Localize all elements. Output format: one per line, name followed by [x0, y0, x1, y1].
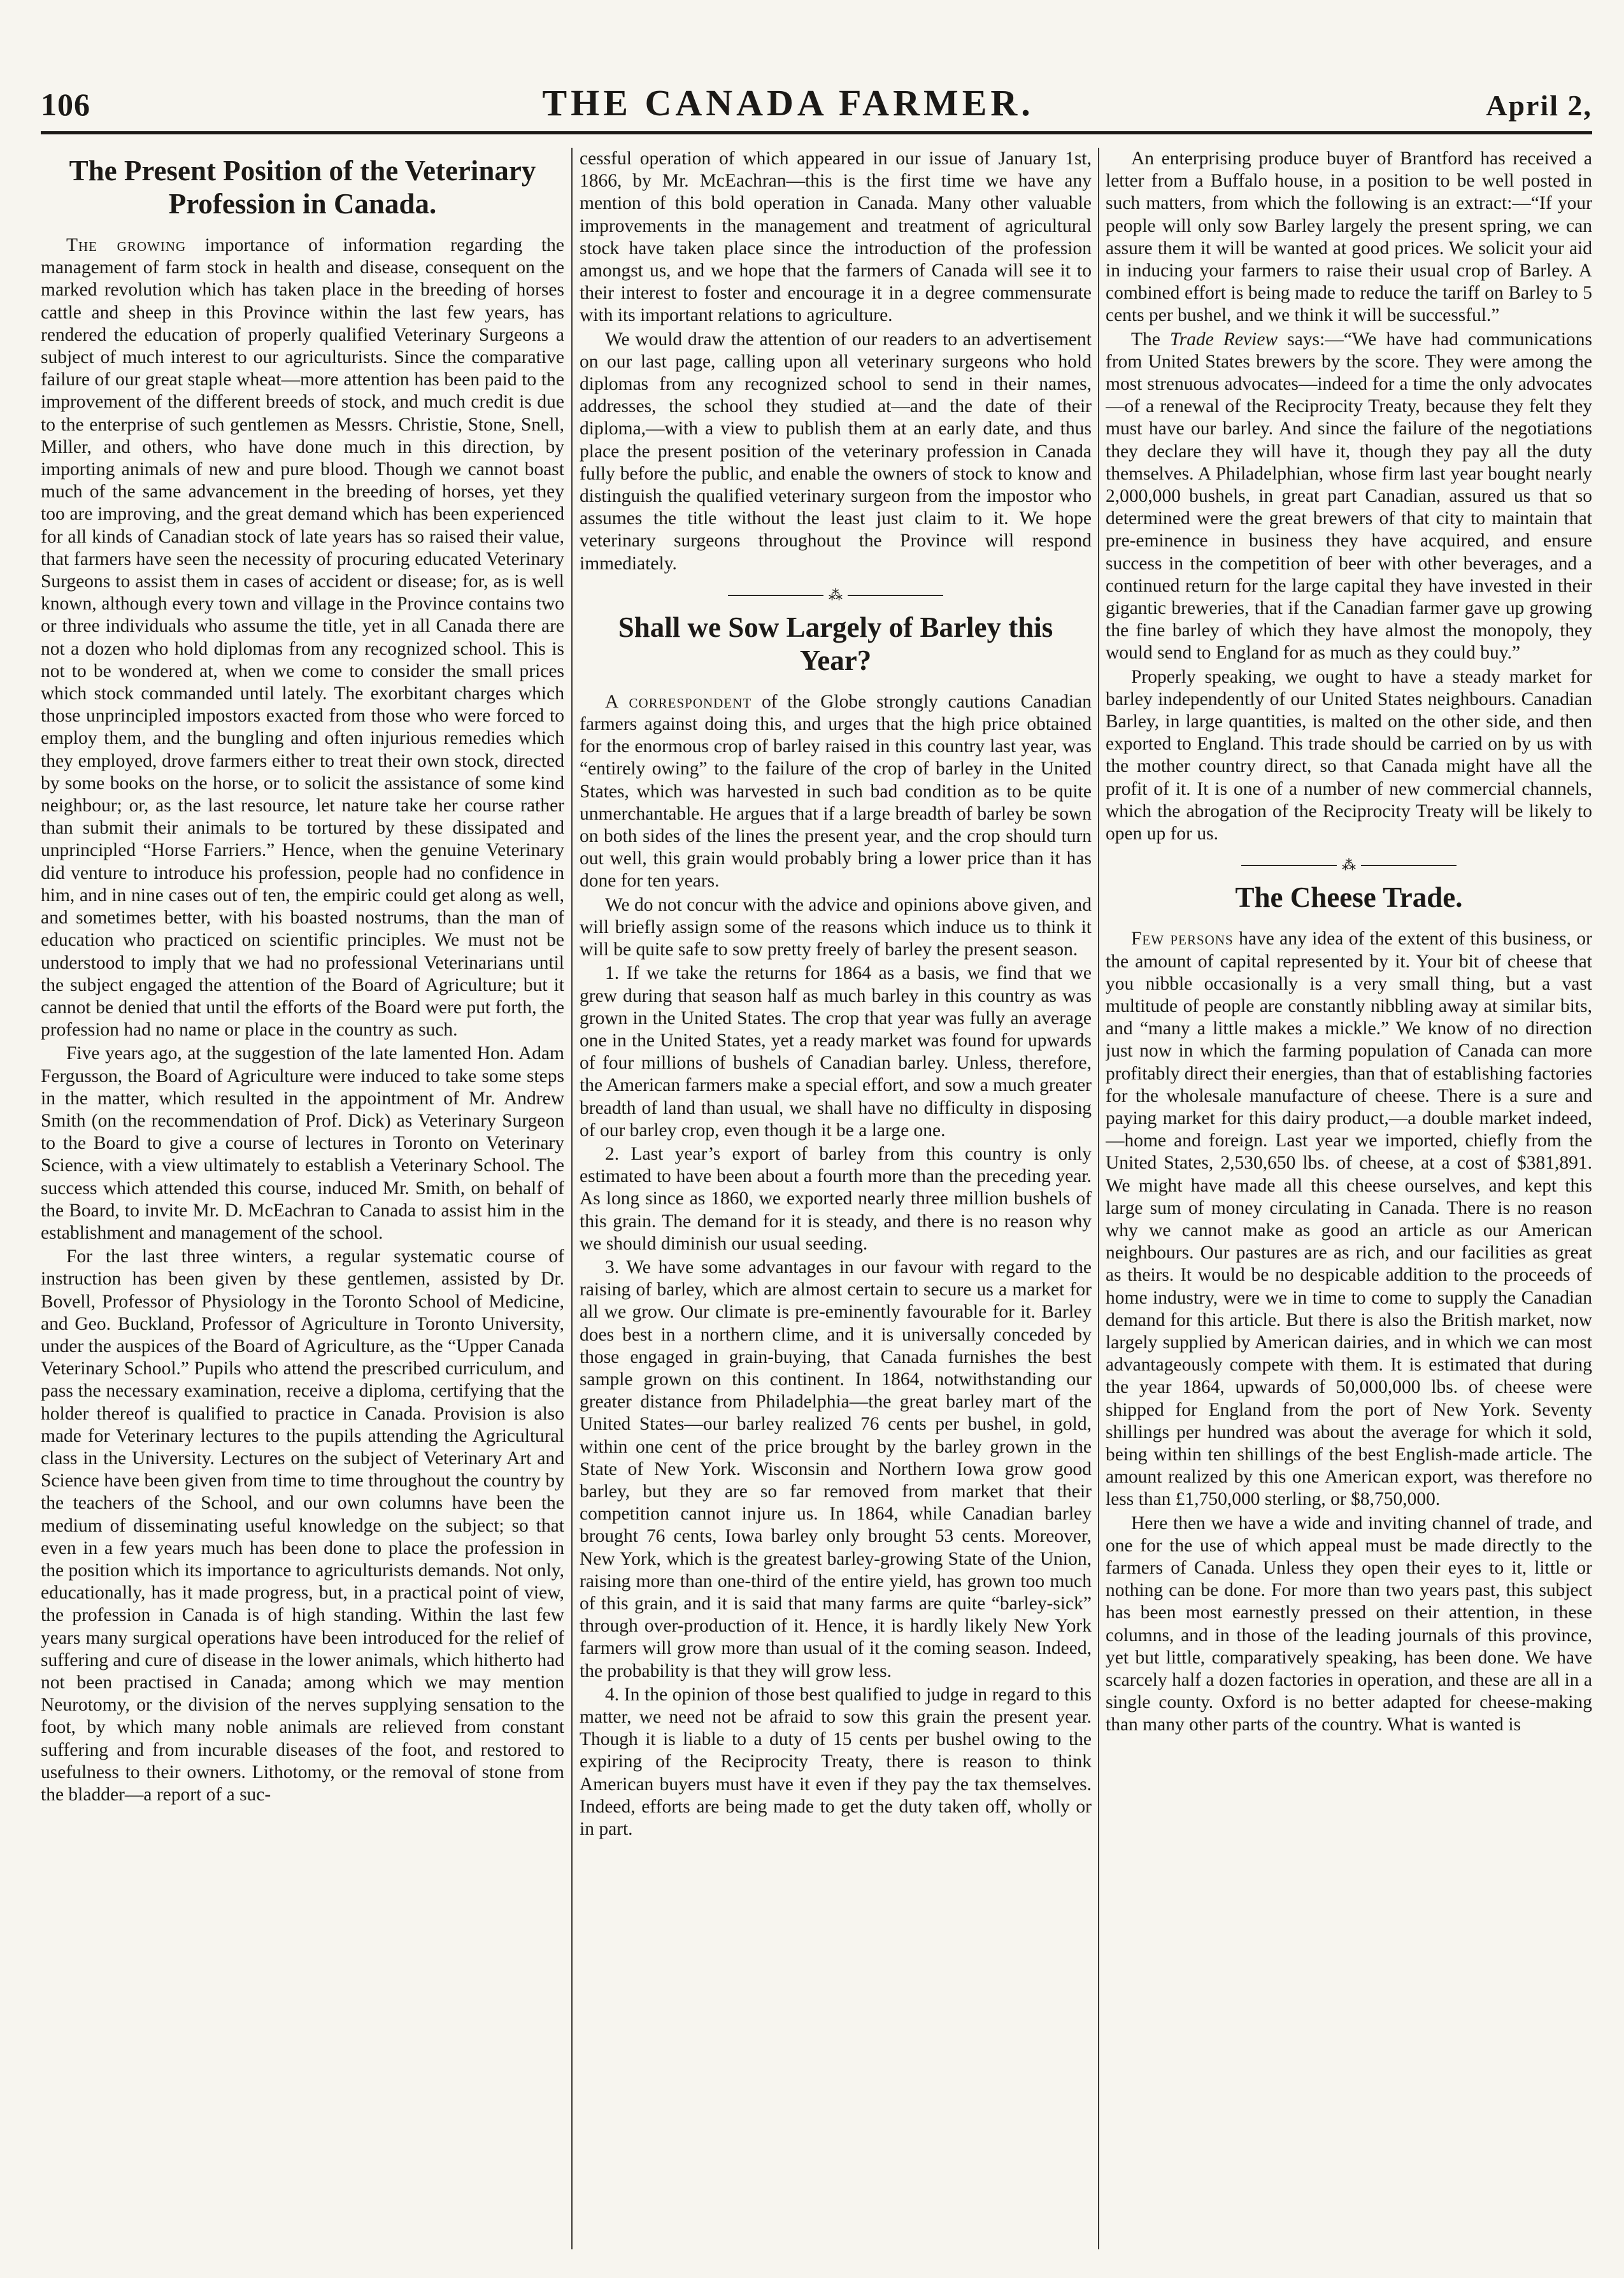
article-paragraph: For the last three winters, a regular systematic course of instruction has been given by these gentlemen, assisted by Dr. Bovell, Professor of Physiology in the Toronto School of Medicine, and Geo. Buckland, Professor of Agriculture in Toronto University, under the auspices of the Board of Agriculture, as the “Upper Canada Veterinary School.” Pupils who attend the prescribed curriculum, and pass the necessary examination, receive a diploma, certifying that the holder thereof is qualified to practice in Canada. Provision is also made for Veterinary lectures to the pupils attending the Agricultural class in the University. Lectures on the subject of Veterinary Art and Science have been given from time to time throughout the country by the teachers of the School, and our own columns have been the medium of disseminating useful knowledge on the subject; so that even in a few years much has been done to place the profession in the position which its importance to agriculturists demands. Not only, educationally, has it made progress, but, in a practical point of view, the profession in Canada is of high standing. Within the last few years many surgical operations have been introduced for the relief of suffering and cure of disease in the lower animals, which hitherto had not been practised in Canada; among which we may mention Neurotomy, or the division of the nerves supplying sensation to the foot, by which many noble animals are relieved from constant suffering and from incurable diseases of the foot, and restored to usefulness to their owners. Lithotomy, or the removal of stone from the bladder—a report of a suc-	[41, 1246, 564, 1805]
publication-name: Trade Review	[1169, 329, 1278, 350]
article-paragraph: Five years ago, at the suggestion of the late lamented Hon. Adam Fergusson, the Board of Agriculture were induced to take some steps in the matter, which resulted in the appointment of Mr. Andrew Smith (on the recommendation of Prof. Dick) as Veterinary Surgeon to the Board to give a course of lectures in Toronto on Veterinary Science, with a view ultimately to establish a Veterinary School. The success which attended this course, induced Mr. Smith, on behalf of the Board, to invite Mr. D. McEachran to Canada to assist him in the establishment and management of the school.	[41, 1043, 564, 1243]
issue-date: April 2,	[1486, 89, 1592, 122]
section-divider	[1106, 859, 1592, 872]
column-rule	[1098, 148, 1099, 2249]
lead-in: A correspondent	[605, 691, 752, 712]
article-title-barley: Shall we Sow Largely of Barley this Year?	[618, 611, 1053, 676]
article-title-cheese: The Cheese Trade.	[1235, 881, 1463, 914]
lead-in: The growing	[66, 235, 187, 255]
article-paragraph: A correspondent of the Globe strongly cautions Canadian farmers against doing this, and urges that the high price obtained for the enormous crop of barley raised in this country last year, was “entirely owing” to the failure of the crop of barley in the United States, which was harvested in such bad condition as to be quite unmerchantable. He argues that if a large breadth of barley be sown on both sides of the lines the present year, and the crop should turn out well, this grain would probably bring a lower price than it has done for ten years.	[580, 691, 1092, 892]
masthead	[41, 82, 1592, 132]
section-divider	[580, 589, 1092, 602]
article-paragraph: The Trade Review says:—“We have had communications from United States brewers by the score. They were among the most strenuous advocates—indeed for a time the only advocates—of a renewal of the Reciprocity Treaty, because they felt they must have our barley. And since the failure of the negotiations they declare they will have it, though they pay all the duty themselves. A Philadelphian, whose firm last year bought nearly 2,000,000 bushels, in great part Canadian, assured us that so determined were the great brewers of that city to maintain that pre-eminence in business they have acquired, and ensure success in the competition of beer with other beverages, and a continued return for the large capital they have invested in their gigantic breweries, that if the Canadian farmer gave up growing the fine barley of which they have almost the monopoly, they would send to England for as much as they could buy.”	[1106, 329, 1592, 664]
article-paragraph: 1. If we take the returns for 1864 as a basis, we find that we grew during that season half as much barley in this country as was grown in the United States. The crop that year was fully an average one in the United States, yet a ready market was found for upwards of four millions of bushels of Canadian barley. Unless, therefore, the American farmers make a special effort, and sow a much greater breadth of land than usual, we shall have no difficulty in disposing of our barley crop, even though it be a large one.	[580, 963, 1092, 1141]
newspaper-title: THE CANADA FARMER.	[542, 82, 1034, 124]
ornament-icon: ⁂	[829, 587, 843, 603]
column-rule	[571, 148, 573, 2249]
article-paragraph: cessful operation of which appeared in our issue of January 1st, 1866, by Mr. McEachran—this is the first time we have any mention of this bold operation in Canada. Many other valuable improvements in the management and treatment of agricultural stock have taken place since the introduction of the profession amongst us, and we hope that the farmers of Canada will see it to their interest to foster and encourage it in a degree commensurate with its important relations to agriculture.	[580, 148, 1092, 326]
ornament-icon: ⁂	[1342, 857, 1356, 874]
lead-in: Few persons	[1131, 929, 1234, 950]
article-paragraph: Here then we have a wide and inviting channel of trade, and one for the use of which appeal must be made directly to the farmers of Canada. Unless they open their eyes to it, little or nothing can be done. For more than two years past, this subject has been most earnestly pressed on their attention, in these columns, and in those of the leading journals of this province, yet but little, comparatively speaking, has been done. We have scarcely half a dozen factories in operation, and these are all in a single county. Oxford is no better adapted for cheese-making than many other parts of the country. What is wanted is	[1106, 1513, 1592, 1735]
article-paragraph: We do not concur with the advice and opinions above given, and will briefly assign some of the reasons which induce us to think it will be quite safe to sow pretty freely of barley the present season.	[580, 894, 1092, 960]
column-3	[1106, 148, 1592, 2249]
article-title-veterinary: The Present Position of the Veterinary Profession in Canada.	[69, 155, 536, 220]
article-paragraph: The growing importance of information regarding the management of farm stock in health and disease, consequent on the marked revolution which has taken place in the breeding of horses cattle and sheep in this Province within the last few years, has rendered the education of properly qualified Veterinary Surgeons a subject of much interest to our agriculturists. Since the comparative failure of our great staple wheat—more attention has been paid to the improvement of the different breeds of stock, and much credit is due to the enterprise of such gentlemen as Messrs. Christie, Stone, Snell, Miller, and others, who have done much in this direction, by importing animals of new and pure blood. Though we cannot boast much of the same advancement in the breeding of horses, yet they too are improving, and the great demand which has been experienced for all kinds of Canadian stock of late years has so raised their value, that farmers have seen the necessity of procuring educated Veterinary Surgeons to assist them in cases of accident or disease; for, as is well known, although every town and village in the Province contains two or three individuals who assume the title, yet in all Canada there are not a dozen who hold diplomas from any recognized school. This is not to be wondered at, when we come to consider the small prices which stock commanded until lately. The exorbitant charges which those unprincipled impostors exacted from those who were forced to employ them, and the bungling and often injurious remedies which they employed, drove farmers either to treat their own stock, directed by some books on the horse, or to solicit the assistance of some kind neighbour; or, as the last resource, let nature take her course rather than submit their animals to be tortured by these dissipated and unprincipled “Horse Farriers.” Hence, when the genuine Veterinary did venture to introduce his profession, people had no confidence in him, and in nine cases out of ten, the empiric could get along as well, and sometimes better, with his boasted nostrums, than the man of education who practiced on scientific principles. We must not be understood to imply that we had no professional Veterinarians until the subject engaged the attention of the Board of Agriculture; but it cannot be denied that until the efforts of the Board were put forth, the profession had no name or place in the country as such.	[41, 235, 564, 1041]
column-1	[41, 148, 564, 2249]
page-number: 106	[41, 87, 90, 122]
masthead-rule	[41, 131, 1592, 134]
column-2	[580, 148, 1092, 2249]
article-paragraph: 4. In the opinion of those best qualified to judge in regard to this matter, we need not be afraid to sow this grain the present year. Though it is liable to a duty of 15 cents per bushel owing to the expiring of the Reciprocity Treaty, there is reason to think American buyers must have it even if they pay the tax themselves. Indeed, efforts are being made to get the duty taken off, wholly or in part.	[580, 1684, 1092, 1840]
article-paragraph: We would draw the attention of our readers to an advertisement on our last page, calling upon all veterinary surgeons who hold diplomas from any recognized school to send in their names, addresses, the school they studied at—and the date of their diploma,—with a view to publish them at an early date, and thus place the present position of the veterinary profession in Canada fully before the public, and enable the owners of stock to know and distinguish the qualified veterinary surgeon from the impostor who assumes the title without the least just claim to it. We hope veterinary surgeons throughout the Province will respond immediately.	[580, 329, 1092, 574]
article-paragraph: Few persons have any idea of the extent of this business, or the amount of capital represented by it. Your bit of cheese that you nibble occasionally is a very small thing, but a vast multitude of people are constantly nibbling away at similar bits, and “many a little makes a mickle.” We know of no direction just now in which the farming population of Canada can more profitably direct their energies, than that of establishing factories for the wholesale manufacture of cheese. There is a sure and paying market for this dairy product,—a double market indeed,—home and foreign. Last year we imported, chiefly from the United States, 2,530,650 lbs. of cheese, at a cost of $381,891. We might have made all this cheese ourselves, and kept this large sum of money circulating in Canada. There is no reason why we cannot make as good an article as our American neighbours. Our pastures are as rich, and our facilities as great as theirs. It would be no despicable addition to the proceeds of home industry, were we in time to come to supply the Canadian demand for this article. But there is also the British market, now largely supplied by American dairies, and in which we can most advantageously compete with them. It is estimated that during the year 1864, upwards of 50,000,000 lbs. of cheese were shipped for England from the port of New York. Seventy shillings per hundred was about the average for which it sold, being within ten shillings of the best English-made article. The amount realized by this one American export, was therefore no less than £1,750,000 sterling, or $8,750,000.	[1106, 929, 1592, 1510]
article-paragraph: An enterprising produce buyer of Brantford has received a letter from a Buffalo house, in a position to be well posted in such matters, from which the following is an extract:—“If your people will only sow Barley largely the present spring, we can assure them it will be wanted at good prices. We solicit your aid in inducing your farmers to raise their usual crop of Barley. A combined effort is being made to reduce the tariff on Barley to 5 cents per bushel, and we think it will be successful.”	[1106, 148, 1592, 326]
article-paragraph: Properly speaking, we ought to have a steady market for barley independently of our United States neighbours. Canadian Barley, in large quantities, is malted on the other side, and then exported to England. This trade should be carried on by us with the mother country direct, so that Canada might have all the profit of it. It is one of a number of new commercial channels, which the abrogation of the Reciprocity Treaty will be likely to open up for us.	[1106, 666, 1592, 844]
article-paragraph: 3. We have some advantages in our favour with regard to the raising of barley, which are almost certain to secure us a market for all we grow. Our climate is pre-eminently favourable for it. Barley does best in a northern clime, and it is universally conceded by those engaged in grain-buying, that Canada furnishes the best sample grown on this continent. In 1864, notwithstanding our greater distance from Philadelphia—the great barley mart of the United States—our barley realized 76 cents per bushel, in gold, within one cent of the price brought by the barley grown in the State of New York. Wisconsin and Northern Iowa grow good barley, but they are so far removed from market that their competition cannot injure us. In 1864, while Canadian barley brought 76 cents, Iowa barley only brought 53 cents. Moreover, New York, which is the greatest barley-growing State of the Union, raising more than one-third of the entire yield, has grown too much of this grain, and it is said that many farms are quite “barley-sick” through over-production of it. Hence, it is hardly likely New York farmers will grow more than usual of it the coming season. Indeed, the probability is that they will grow less.	[580, 1256, 1092, 1681]
article-paragraph: 2. Last year’s export of barley from this country is only estimated to have been about a fourth more than the preceding year. As long since as 1860, we exported nearly three million bushels of this grain. The demand for it is steady, and there is no reason why we should diminish our usual seeding.	[580, 1143, 1092, 1254]
